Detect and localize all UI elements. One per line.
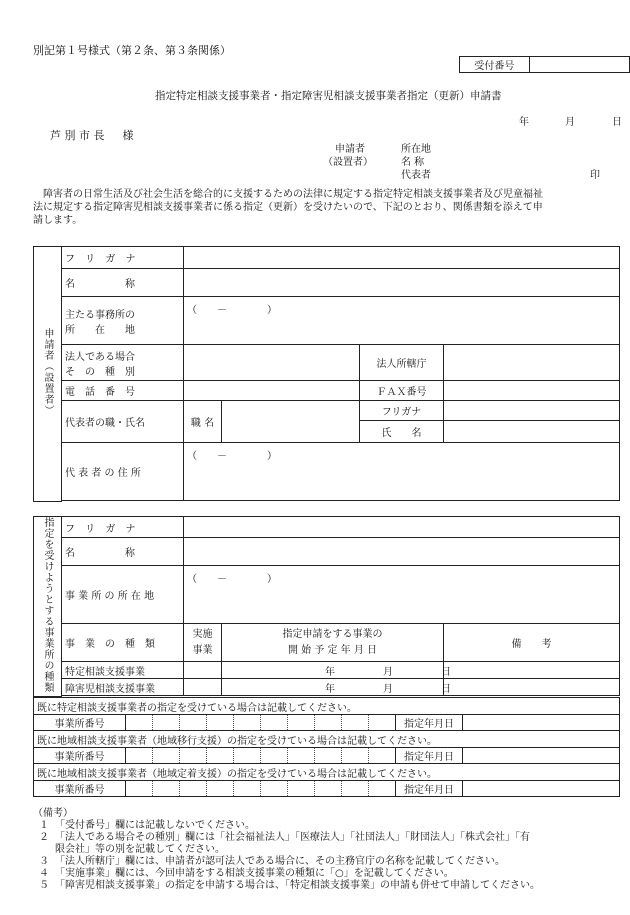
corp-type-input[interactable]: [184, 345, 360, 381]
designation-date-label-3: 指定年月日: [396, 781, 463, 797]
existing-notice-3: 既に地域相談支援事業者（地域定着支援）の指定を受けている場合は記載してください。: [34, 764, 620, 781]
applicant-label: 申請者: [335, 144, 365, 155]
business-side-label: 指定を受けようとする事業所の種類: [34, 517, 62, 697]
phone-input[interactable]: [184, 381, 360, 401]
date-month: 月: [565, 117, 575, 128]
business-furigana-input[interactable]: [184, 517, 620, 538]
position-label: 職 名: [184, 401, 222, 443]
body-text-line-1: 障害者の日常生活及び社会生活を総合的に支援するための法律に規定する指定特定相談支援事業者及び児童福祉: [33, 189, 543, 200]
office-number-label-1: 事業所番号: [34, 715, 126, 731]
date-year: 年: [519, 117, 529, 128]
applicant-sub: （設置者）: [323, 157, 373, 168]
existing-notice-2: 既に地域相談支援事業者（地域移行支援）の指定を受けている場合は記載してください。: [34, 731, 620, 748]
note-text: 「実施事業」欄には、今回申請をする相談支援事業の種類に「○」を記載してください。: [55, 868, 454, 879]
business-type-label: 事 業 の 種 類: [62, 623, 184, 661]
fax-input[interactable]: [444, 381, 620, 401]
row-child-consultation: 障害児相談支援事業: [62, 679, 184, 696]
office-number-digit[interactable]: [153, 748, 180, 764]
implement-check-2[interactable]: [184, 679, 222, 696]
business-location-input[interactable]: （ － ）: [184, 566, 620, 624]
office-number-digit[interactable]: [234, 781, 261, 797]
office-number-digit[interactable]: [261, 715, 288, 731]
seal-mark: 印: [590, 170, 600, 181]
addressee: 芦 別 市 長 様: [50, 129, 134, 142]
body-text-line-2: 法に規定する指定障害児相談支援事業者に係る指定（更新）を受けたいので、下記のとおり、関係書類を添えて申: [33, 202, 543, 213]
office-number-digit[interactable]: [207, 715, 234, 731]
note-text: 「法人所轄庁」欄には、申請者が認可法人である場合に、その主務官庁の名称を記載してください。: [55, 856, 505, 867]
rep-address-label: 代 表 者 の 住 所: [62, 443, 184, 501]
office-number-digit[interactable]: [342, 715, 369, 731]
remarks-input-1[interactable]: [444, 662, 620, 679]
office-number-digit[interactable]: [153, 781, 180, 797]
applicant-side-label: 申請者（設置者）: [34, 247, 62, 502]
corp-authority-input[interactable]: [444, 345, 620, 381]
start-date-header: 指定申請をする事業の 開 始 予 定 年 月 日: [222, 623, 444, 661]
remarks-input-2[interactable]: [444, 679, 620, 696]
note-text: 「法人である場合その種別」欄には「社会福祉法人」「医療法人」「社団法人」「財団法人」「株式会社」「有: [55, 832, 530, 843]
office-number-digit[interactable]: [288, 748, 315, 764]
office-number-digit[interactable]: [369, 748, 396, 764]
remarks-header: 備 考: [444, 623, 620, 661]
note-item: [33, 856, 540, 868]
office-number-digit[interactable]: [126, 715, 153, 731]
note-item: [33, 820, 540, 832]
designation-date-input-1[interactable]: [463, 715, 620, 731]
office-number-digit[interactable]: [126, 781, 153, 797]
start-date-2[interactable]: 年 月 日: [222, 679, 444, 696]
form-title: 指定特定相談支援事業者・指定障害児相談支援事業者指定（更新）申請書: [155, 90, 502, 102]
office-number-label-2: 事業所番号: [34, 748, 126, 764]
office-number-digit[interactable]: [153, 715, 180, 731]
fax-label: ＦＡＸ番号: [360, 381, 444, 401]
date-day: 日: [612, 117, 622, 128]
office-number-digit[interactable]: [180, 715, 207, 731]
corp-authority-label: 法人所轄庁: [360, 345, 444, 381]
name-label: 名 称: [401, 157, 425, 168]
office-number-digit[interactable]: [288, 715, 315, 731]
body-text-line-3: 請します。: [33, 215, 83, 226]
rep-address-input[interactable]: （ － ）: [184, 443, 620, 501]
rep-name-input[interactable]: [444, 421, 620, 443]
note-text: 限会社」等の別を記載してください。: [55, 844, 225, 855]
office-number-digit[interactable]: [207, 748, 234, 764]
office-number-digit[interactable]: [207, 781, 234, 797]
office-number-digit[interactable]: [180, 748, 207, 764]
name-label: 名 称: [62, 269, 184, 297]
receipt-number-field[interactable]: [529, 57, 629, 73]
note-number: ２: [39, 832, 49, 843]
office-number-digit[interactable]: [342, 748, 369, 764]
office-number-digit[interactable]: [261, 781, 288, 797]
note-number: ３: [39, 856, 49, 867]
rep-furigana-label: フリガナ: [360, 401, 444, 421]
note-text: 「障害児相談支援事業」の指定を申請する場合は、「特定相談支援事業」の申請も併せて申請してください。: [55, 880, 540, 891]
office-location-label: 主たる事務所の 所 在 地: [62, 297, 184, 345]
existing-notice-1: 既に特定相談支援事業者の指定を受けている場合は記載してください。: [34, 698, 620, 715]
designation-date-input-3[interactable]: [463, 781, 620, 797]
office-number-digit[interactable]: [315, 781, 342, 797]
form-id: 別記第１号様式（第２条、第３条関係）: [33, 44, 231, 57]
rep-title-name-label: 代表者の職・氏名: [62, 401, 184, 443]
note-number: ４: [39, 868, 49, 879]
rep-furigana-input[interactable]: [444, 401, 620, 421]
notes-section: [33, 808, 540, 892]
note-number: １: [39, 820, 49, 831]
office-number-digit[interactable]: [288, 781, 315, 797]
office-number-digit[interactable]: [315, 715, 342, 731]
note-item: [33, 868, 540, 880]
business-location-label: 事 業 所 の 所 在 地: [62, 566, 184, 624]
notes-heading: （備考）: [33, 808, 73, 819]
rep-name-label: 氏 名: [360, 421, 444, 443]
corp-type-label: 法人である場合 そ の 種 別: [62, 345, 184, 381]
office-number-digit[interactable]: [126, 748, 153, 764]
implement-header: 実施 事業: [184, 623, 222, 661]
furigana-label: フ リ ガ ナ: [62, 247, 184, 269]
office-number-digit[interactable]: [369, 781, 396, 797]
representative-label: 代表者: [401, 170, 431, 181]
implement-check-1[interactable]: [184, 662, 222, 679]
office-number-digit[interactable]: [234, 748, 261, 764]
furigana-input[interactable]: [184, 247, 620, 269]
office-number-digit[interactable]: [342, 781, 369, 797]
note-text: 「受付番号」欄には記載しないでください。: [55, 820, 255, 831]
phone-label: 電 話 番 号: [62, 381, 184, 401]
receipt-label: 受付番号: [460, 57, 530, 73]
business-furigana-label: フ リ ガ ナ: [62, 517, 184, 538]
position-input[interactable]: [222, 401, 360, 443]
business-table: [33, 516, 620, 697]
office-number-digit[interactable]: [261, 748, 288, 764]
designation-date-input-2[interactable]: [463, 748, 620, 764]
office-number-digit[interactable]: [180, 781, 207, 797]
note-item: [33, 880, 540, 892]
name-input[interactable]: [184, 269, 620, 297]
receipt-number-box: [459, 56, 630, 73]
row-specified-consultation: 特定相談支援事業: [62, 662, 184, 679]
note-item: [33, 844, 540, 856]
business-name-input[interactable]: [184, 538, 620, 566]
business-name-label: 名 称: [62, 538, 184, 566]
note-item: [33, 832, 540, 844]
office-location-input[interactable]: （ － ）: [184, 297, 620, 345]
office-number-digit[interactable]: [315, 748, 342, 764]
designation-date-label-2: 指定年月日: [396, 748, 463, 764]
office-number-digit[interactable]: [234, 715, 261, 731]
office-number-label-3: 事業所番号: [34, 781, 126, 797]
start-date-1[interactable]: 年 月 日: [222, 662, 444, 679]
applicant-table: [33, 246, 620, 502]
note-number: ５: [39, 880, 49, 891]
address-label: 所在地: [401, 144, 431, 155]
existing-table: [33, 697, 620, 797]
note-number: [33, 844, 55, 856]
office-number-digit[interactable]: [369, 715, 396, 731]
designation-date-label-1: 指定年月日: [396, 715, 463, 731]
notes-list: [33, 820, 540, 892]
